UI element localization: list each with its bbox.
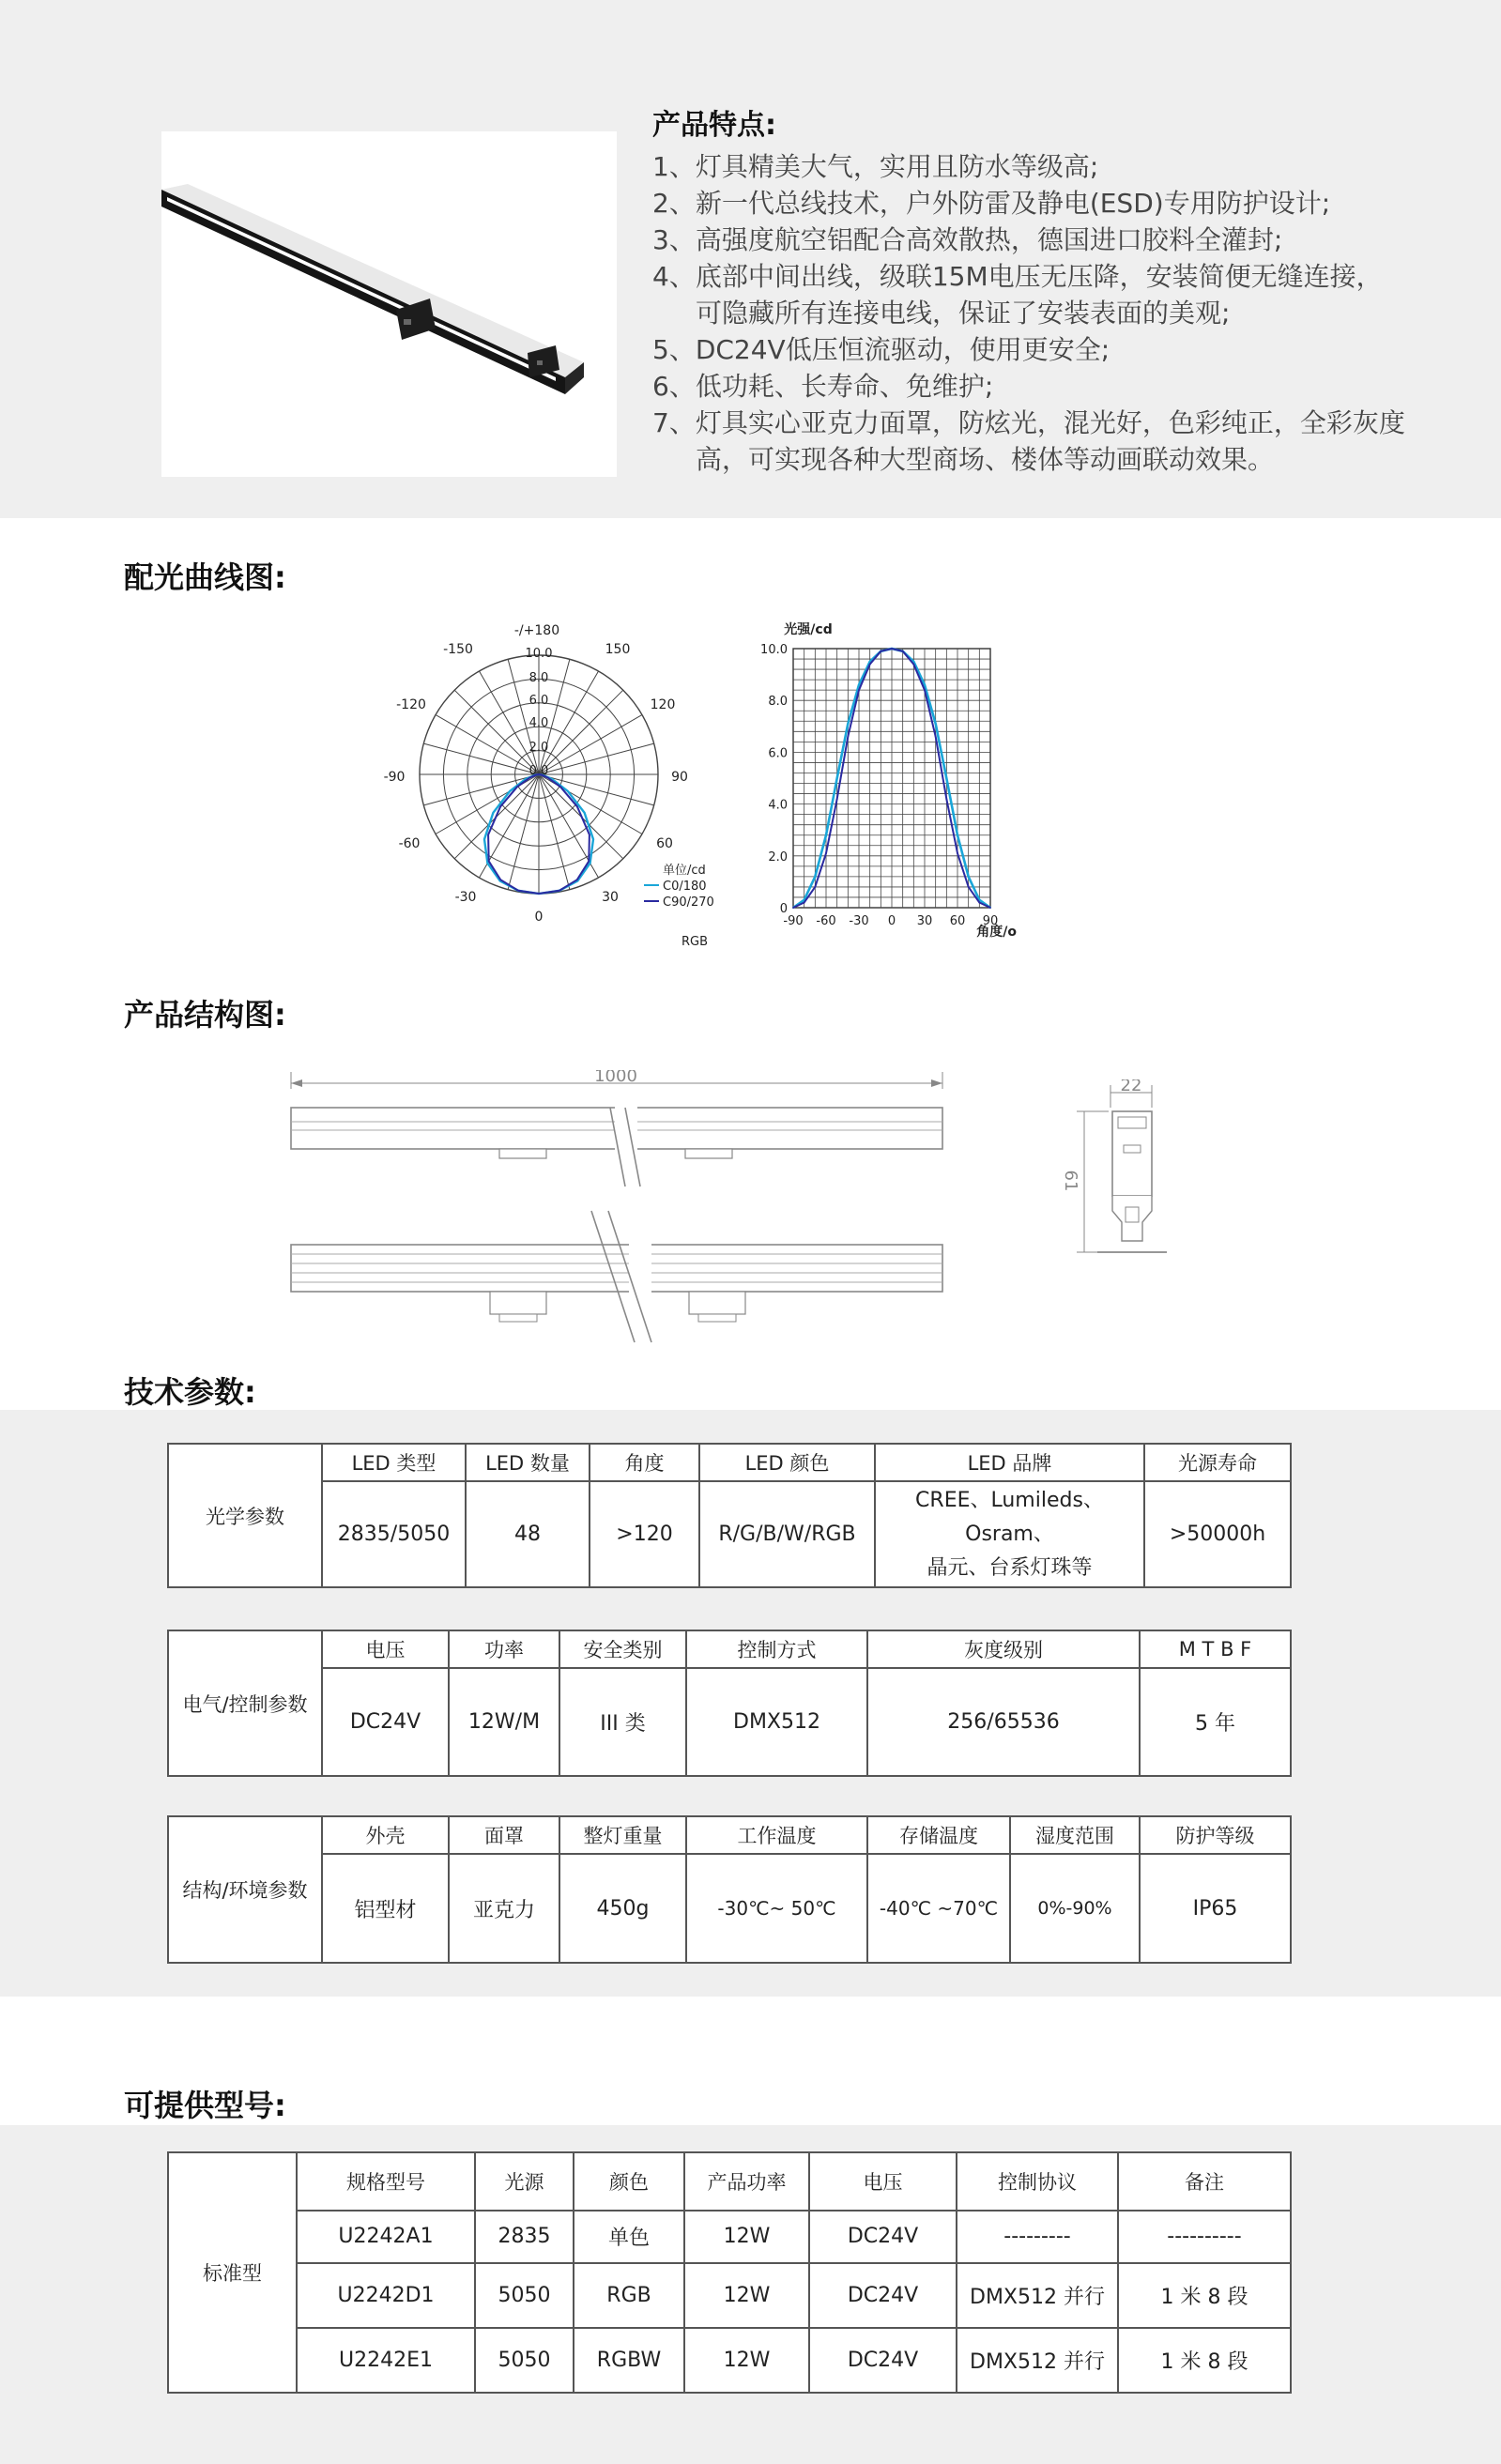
table-cell	[875, 1481, 1144, 1587]
table-cell: R/G/B/W/RGB	[699, 1481, 875, 1587]
table-cell: DC24V	[809, 2263, 957, 2328]
table-cell: RGBW	[574, 2328, 684, 2393]
table-cell: IP65	[1140, 1854, 1291, 1963]
table-cell: 1 米 8 段	[1118, 2263, 1291, 2328]
polar-angle-label: 120	[650, 697, 676, 712]
table-row	[168, 2211, 1291, 2263]
table-cell: 铝型材	[322, 1854, 449, 1963]
polar-angle-label: -120	[396, 697, 426, 712]
chart-point	[891, 648, 893, 650]
polar-angle-label: 150	[605, 642, 631, 657]
cross-section-drawing	[1056, 1079, 1187, 1263]
polar-top-label: -/+180	[513, 623, 560, 638]
table-cell: DC24V	[809, 2211, 957, 2263]
table-cell: 5050	[475, 2263, 574, 2328]
table-header: M T B F	[1140, 1630, 1291, 1668]
table-header: 安全类别	[559, 1630, 686, 1668]
table-cell: 450g	[559, 1854, 686, 1963]
polar-spoke	[423, 743, 539, 774]
polar-ring-label: 6.0	[528, 694, 549, 708]
polar-angle-label: -30	[454, 890, 477, 905]
table-row	[168, 2263, 1291, 2328]
table-header: 光源	[475, 2152, 574, 2211]
table-side-label: 标准型	[168, 2152, 297, 2393]
table-header: 备注	[1118, 2152, 1291, 2211]
chart-point	[858, 684, 860, 686]
table-header: 湿度范围	[1010, 1816, 1140, 1854]
feature-item: 高，可实现各种大型商场、楼体等动画联动效果。	[696, 444, 1275, 475]
structure-env-table	[167, 1815, 1292, 1964]
chart-point	[825, 834, 827, 836]
chart-point	[836, 777, 838, 779]
polar-spoke	[539, 715, 642, 775]
optical-table	[167, 1443, 1292, 1588]
chart-xlabel: 角度/o	[976, 925, 1017, 940]
features-title: 产品特点:	[652, 109, 776, 142]
table-header: 角度	[590, 1444, 699, 1481]
chart-point	[836, 798, 838, 800]
polar-angle-label: -60	[398, 836, 421, 851]
table-cell: DMX512 并行	[957, 2328, 1118, 2393]
table-cell: 1 米 8 段	[1118, 2328, 1291, 2393]
feature-item: 3、高强度航空铝配合高效散热，德国进口胶料全灌封;	[652, 224, 1283, 255]
chart-point	[924, 684, 926, 686]
chart-point	[847, 736, 849, 738]
feature-item: 5、DC24V低压恒流驱动，使用更安全;	[652, 334, 1110, 365]
polar-spoke	[539, 690, 623, 774]
chart-point	[804, 902, 805, 904]
polar-angle-label: 30	[602, 890, 619, 905]
table-header: 产品功率	[684, 2152, 809, 2211]
brand-line: 晶元、台系灯珠等	[927, 1555, 1093, 1580]
electrical-table	[167, 1630, 1292, 1777]
polar-angle-label: 90	[671, 770, 688, 785]
chart-point	[978, 902, 980, 904]
features-list	[652, 148, 1460, 478]
chart-point	[935, 723, 937, 725]
table-cell: RGB	[574, 2263, 684, 2328]
feature-item: 可隐藏所有连接电线，保证了安装表面的美观;	[696, 298, 1231, 329]
models-table	[167, 2151, 1292, 2394]
chart-point	[912, 664, 914, 666]
table-header: 面罩	[449, 1816, 559, 1854]
chart-y-tick: 8.0	[768, 695, 788, 710]
table-cell: 12W/M	[449, 1668, 559, 1776]
models-title: 可提供型号:	[124, 2088, 286, 2123]
chart-ylabel: 光强/cd	[784, 622, 833, 637]
chart-x-tick: 30	[916, 914, 933, 928]
feature-item: 1、灯具精美大气，实用且防水等级高;	[652, 151, 1099, 182]
chart-point	[902, 650, 904, 652]
table-cell: DC24V	[809, 2328, 957, 2393]
table-cell: >50000h	[1144, 1481, 1291, 1587]
table-header: LED 颜色	[699, 1444, 875, 1481]
table-header: 颜色	[574, 2152, 684, 2211]
chart-point	[825, 852, 827, 854]
table-cell: DMX512 并行	[957, 2263, 1118, 2328]
table-side-label: 电气/控制参数	[168, 1630, 322, 1776]
table-cell: DC24V	[322, 1668, 449, 1776]
chart-x-tick: 90	[982, 914, 999, 928]
polar-caption: RGB	[681, 935, 709, 949]
intensity-chart	[737, 615, 1056, 948]
polar-spoke	[436, 715, 539, 775]
table-header: 整灯重量	[559, 1816, 686, 1854]
chart-point	[945, 777, 947, 779]
chart-point	[957, 852, 958, 854]
table-header: 控制协议	[957, 2152, 1118, 2211]
chart-y-tick: 4.0	[768, 798, 788, 813]
chart-x-tick: -90	[783, 914, 804, 928]
polar-ring-label: 4.0	[528, 716, 549, 730]
polar-angle-label: 0	[534, 910, 544, 925]
structure-drawing	[282, 1070, 957, 1347]
polar-legend-label: C90/270	[663, 895, 714, 910]
feature-item: 6、低功耗、长寿命、免维护;	[652, 371, 994, 402]
table-cell: 12W	[684, 2211, 809, 2263]
polar-angle-label: -150	[443, 642, 473, 657]
chart-point	[814, 876, 816, 878]
polar-legend-label: C0/180	[663, 880, 707, 894]
chart-point	[924, 689, 926, 691]
table-header: 规格型号	[297, 2152, 475, 2211]
chart-point	[858, 689, 860, 691]
table-header: 防护等级	[1140, 1816, 1291, 1854]
table-header: 控制方式	[686, 1630, 867, 1668]
table-header: 电压	[322, 1630, 449, 1668]
table-cell: 5050	[475, 2328, 574, 2393]
chart-point	[880, 650, 881, 652]
table-cell: DMX512	[686, 1668, 867, 1776]
polar-angle-label: 60	[656, 836, 673, 851]
table-cell: 256/65536	[867, 1668, 1140, 1776]
chart-x-tick: -30	[849, 914, 869, 928]
polar-legend-title: 单位/cd	[663, 864, 706, 878]
polar-ring-label: 10.0	[525, 647, 553, 661]
chart-x-tick: 60	[949, 914, 966, 928]
chart-x-tick: 0	[887, 914, 896, 928]
chart-point	[945, 798, 947, 800]
table-cell: 12W	[684, 2328, 809, 2393]
table-cell: 2835/5050	[322, 1481, 466, 1587]
tech-title: 技术参数:	[124, 1374, 256, 1410]
chart-point	[869, 664, 871, 666]
table-cell: U2242A1	[297, 2211, 475, 2263]
table-cell: ---------	[957, 2211, 1118, 2263]
height-dimension: 61	[1061, 1170, 1080, 1192]
length-dimension: 1000	[594, 1070, 637, 1086]
table-cell: 5 年	[1140, 1668, 1291, 1776]
chart-point	[792, 907, 794, 909]
brand-line: CREE、Lumileds、Osram、	[915, 1488, 1104, 1546]
table-header: LED 数量	[466, 1444, 590, 1481]
table-header: LED 类型	[322, 1444, 466, 1481]
table-cell: U2242D1	[297, 2263, 475, 2328]
table-cell: 0%-90%	[1010, 1854, 1140, 1963]
polar-spoke	[539, 743, 654, 774]
chart-y-tick: 10.0	[760, 643, 788, 657]
table-cell: III 类	[559, 1668, 686, 1776]
table-cell: -40℃ ~70℃	[867, 1854, 1010, 1963]
feature-item: 7、灯具实心亚克力面罩，防炫光，混光好，色彩纯正，全彩灰度	[652, 407, 1405, 438]
width-dimension: 22	[1120, 1079, 1142, 1095]
polar-angle-label: -90	[383, 770, 406, 785]
table-header: 灰度级别	[867, 1630, 1140, 1668]
table-row	[168, 2328, 1291, 2393]
chart-point	[968, 886, 970, 888]
table-cell: U2242E1	[297, 2328, 475, 2393]
chart-x-tick: -60	[816, 914, 836, 928]
polar-ring-label: 8.0	[528, 671, 549, 685]
chart-y-tick: 6.0	[768, 746, 788, 761]
polar-spoke	[454, 690, 539, 774]
chart-point	[847, 723, 849, 725]
polar-diagram	[375, 615, 723, 953]
table-cell: 2835	[475, 2211, 574, 2263]
feature-item: 4、底部中间出线，级联15M电压无压降，安装简便无缝连接，	[652, 261, 1383, 292]
table-cell: >120	[590, 1481, 699, 1587]
table-header: 存储温度	[867, 1816, 1010, 1854]
bar-side-view	[291, 1245, 942, 1292]
polar-spoke	[423, 774, 539, 805]
table-cell: ----------	[1118, 2211, 1291, 2263]
chart-point	[968, 876, 970, 878]
chart-point	[989, 907, 991, 909]
chart-point	[957, 834, 958, 836]
table-side-label: 结构/环境参数	[168, 1816, 322, 1963]
table-header: 光源寿命	[1144, 1444, 1291, 1481]
structure-title: 产品结构图:	[124, 997, 286, 1033]
light-curve-title: 配光曲线图:	[124, 559, 286, 595]
chart-point	[814, 886, 816, 888]
table-header: 外壳	[322, 1816, 449, 1854]
chart-y-tick: 2.0	[768, 849, 788, 865]
product-photo	[161, 131, 617, 477]
table-header: LED 品牌	[875, 1444, 1144, 1481]
polar-ring-label: 2.0	[528, 741, 549, 755]
chart-y-tick: 0	[779, 902, 788, 916]
table-header: 电压	[809, 2152, 957, 2211]
table-cell: -30℃~ 50℃	[686, 1854, 867, 1963]
chart-point	[935, 736, 937, 738]
feature-item: 2、新一代总线技术，户外防雷及静电(ESD)专用防护设计;	[652, 188, 1331, 219]
table-cell: 亚克力	[449, 1854, 559, 1963]
polar-spoke	[539, 774, 654, 805]
table-cell: 12W	[684, 2263, 809, 2328]
table-cell: 单色	[574, 2211, 684, 2263]
table-header: 功率	[449, 1630, 559, 1668]
polar-ring-label: 0.0	[528, 764, 549, 778]
table-side-label: 光学参数	[168, 1444, 322, 1587]
table-cell: 48	[466, 1481, 590, 1587]
table-header: 工作温度	[686, 1816, 867, 1854]
